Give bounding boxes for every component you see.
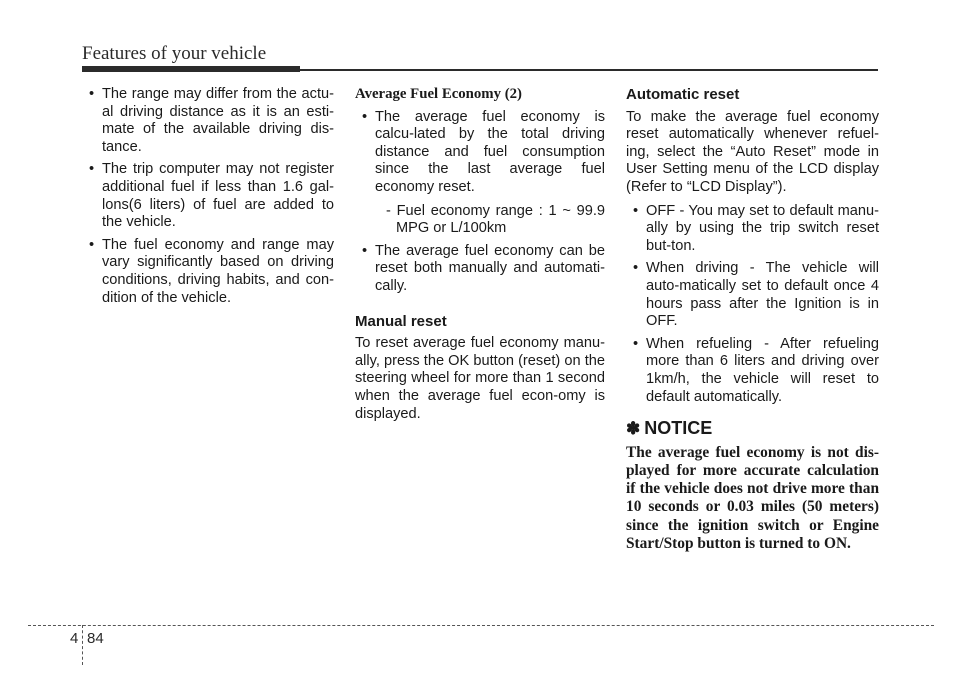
footer-divider	[82, 625, 83, 665]
page-header-title: Features of your vehicle	[82, 43, 267, 64]
notice-heading	[626, 420, 879, 438]
list-item	[355, 109, 605, 238]
average-fuel-list	[355, 109, 605, 296]
list-item: • The trip computer may not register additional fuel if less than 1.6 gal-lons(6 liters) of fuel are added to the vehicle.	[82, 161, 334, 231]
footer-rule	[28, 625, 934, 626]
header-rule-thin	[300, 69, 878, 71]
column-3	[626, 86, 879, 553]
automatic-reset-text: To make the average fuel economy reset automatically whenever refuel-ing, select the “Auto Reset” mode in User Setting menu of the LCD display (Refer to “LCD Display”).	[626, 108, 879, 195]
list-item: • The range may differ from the actu-al driving distance as it is an esti-mate of the available driving dis-tance.	[82, 86, 334, 156]
average-fuel-economy-heading: Average Fuel Economy (2)	[355, 86, 522, 102]
automatic-reset-heading: Automatic reset	[626, 86, 740, 103]
range-notes-list	[82, 86, 334, 307]
list-item-text: The average fuel economy is calcu-lated by the total driving distance and fuel consumption since the last average fuel economy reset.	[375, 108, 605, 195]
page-number: 84	[87, 630, 104, 647]
column-2	[355, 86, 605, 429]
list-item: • When driving - The vehicle will auto-matically set to default once 4 hours pass after the Ignition is in OFF.	[626, 260, 879, 330]
notice-heading-label: NOTICE	[644, 418, 713, 439]
header-rule-thick	[82, 66, 300, 72]
chapter-number: 4	[70, 630, 79, 647]
notice-text: The average fuel economy is not dis-played for more accurate calculation if the vehicle does not drive more than 10 seconds or 0.03 miles (50 meters) since the ignition switch or Engine Start/Stop button is turned to ON.	[626, 443, 879, 552]
column-1	[82, 86, 334, 312]
asterisk-icon: ✽	[626, 419, 641, 439]
list-item: • The fuel economy and range may vary significantly based on driving conditions, driving habits, and con-dition of the vehicle.	[82, 237, 334, 307]
manual-reset-text: To reset average fuel economy manu-ally, press the OK button (reset) on the steering wheel for more than 1 second when the average fuel econ-omy is displayed.	[355, 335, 605, 422]
list-item: • The average fuel economy can be reset both manually and automati-cally.	[355, 243, 605, 296]
list-item: • When refueling - After refueling more than 6 liters and driving over 1km/h, the vehicle will reset to default automatically.	[626, 336, 879, 406]
automatic-reset-list	[626, 203, 879, 407]
fuel-economy-range: - Fuel economy range : 1 ~ 99.9 MPG or L/100km	[386, 202, 605, 237]
list-item: • OFF - You may set to default manu-ally by using the trip switch reset but-ton.	[626, 203, 879, 256]
manual-reset-heading: Manual reset	[355, 312, 447, 330]
